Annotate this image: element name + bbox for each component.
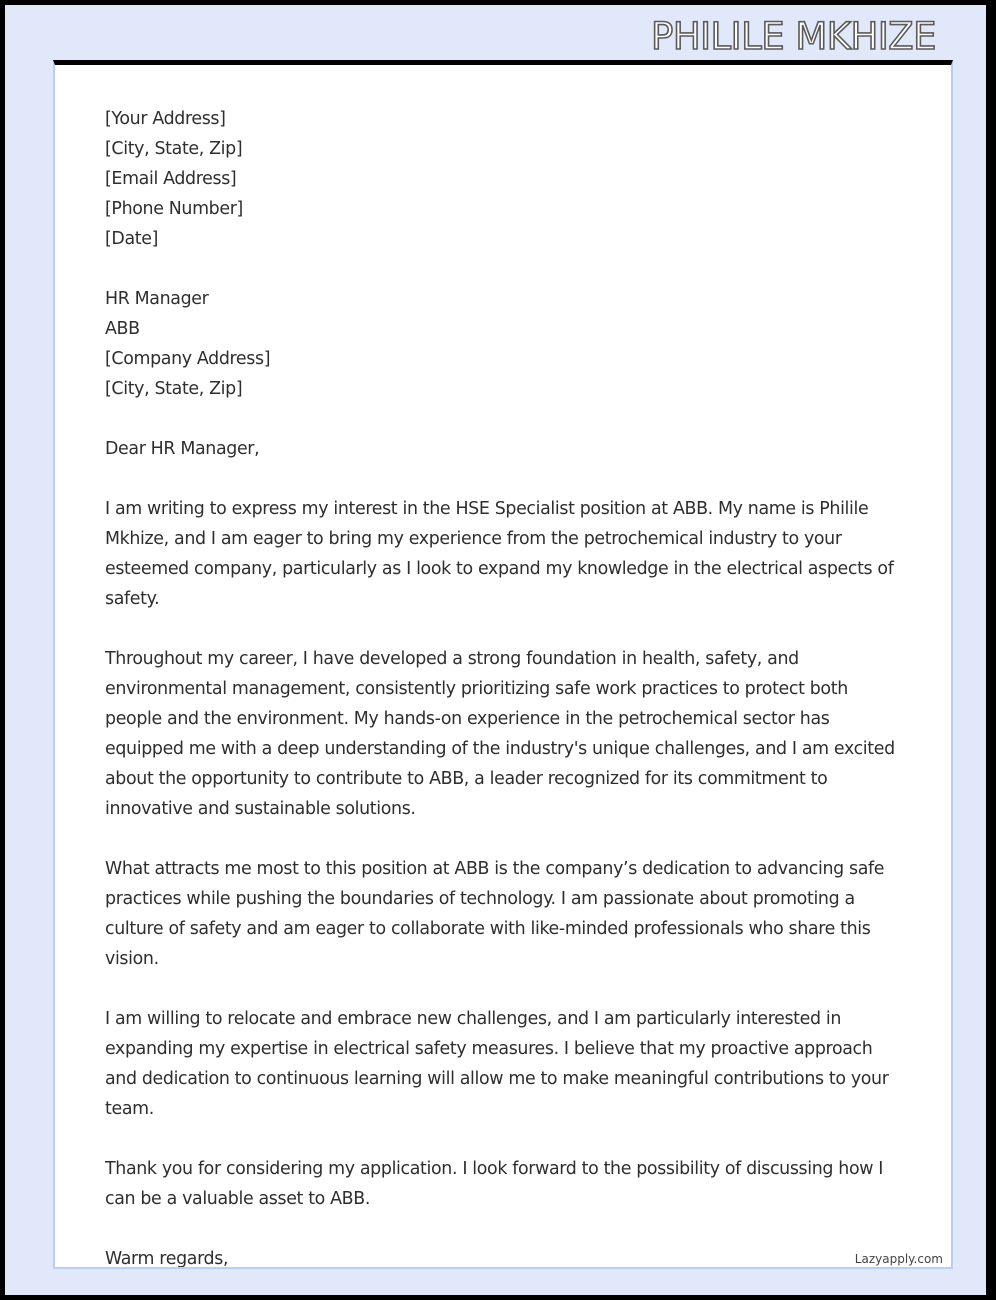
paragraph-intro: I am writing to express my interest in the HSE Specialist position at ABB. My name is Philile Mkhize, and I am eager to bring my experience from the petrochemical industry to your esteemed company, particularly as I look to expand my knowledge in the electrical aspects of safety. xyxy=(105,499,894,609)
salutation: Dear HR Manager, xyxy=(105,439,260,459)
closing: Warm regards, xyxy=(105,1249,229,1269)
watermark-link[interactable]: Lazyapply.com xyxy=(854,1252,943,1266)
sender-phone: [Phone Number] xyxy=(105,199,243,219)
recipient-address-block xyxy=(105,284,905,404)
recipient-city-state-zip: [City, State, Zip] xyxy=(105,379,243,399)
paragraph-motivation: What attracts me most to this position at ABB is the company’s dedication to advancing safe practices while pushing the boundaries of technology. I am passionate about promoting a culture of safety and am eager to collaborate with like-minded professionals who share this vision. xyxy=(105,859,885,969)
applicant-name-header: PHILILE MKHIZE xyxy=(651,15,936,58)
sender-city-state-zip: [City, State, Zip] xyxy=(105,139,243,159)
letter-card xyxy=(53,60,953,1269)
paragraph-relocation: I am willing to relocate and embrace new challenges, and I am particularly interested in expanding my expertise in electrical safety measures. I believe that my proactive approach and dedication to continuous learning will allow me to make meaningful contributions to your team. xyxy=(105,1009,889,1119)
recipient-title: HR Manager xyxy=(105,289,209,309)
paragraph-experience: Throughout my career, I have developed a strong foundation in health, safety, and environmental management, consistently prioritizing safe work practices to protect both people and the environment. My hands-on experience in the petrochemical sector has equipped me with a deep understanding of the industry's unique challenges, and I am excited about the opportunity to contribute to ABB, a leader recognized for its commitment to innovative and sustainable solutions. xyxy=(105,649,895,819)
paragraph-thanks: Thank you for considering my application. I look forward to the possibility of discussing how I can be a valuable asset to ABB. xyxy=(105,1159,884,1209)
recipient-address: [Company Address] xyxy=(105,349,271,369)
letter-date: [Date] xyxy=(105,229,159,249)
letter-body xyxy=(105,104,905,1269)
page-frame xyxy=(5,5,986,1295)
recipient-company: ABB xyxy=(105,319,140,339)
sender-address-block xyxy=(105,104,905,254)
sender-email: [Email Address] xyxy=(105,169,237,189)
sender-address: [Your Address] xyxy=(105,109,226,129)
